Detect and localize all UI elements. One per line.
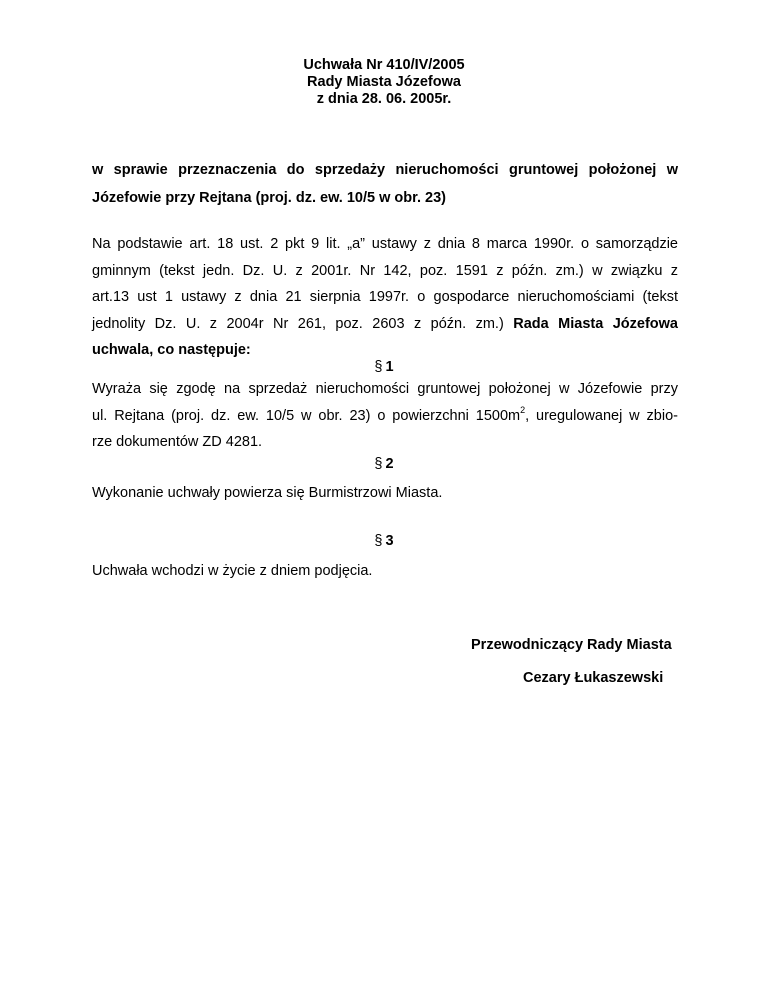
section-3-text: [92, 558, 678, 585]
basis-line-1: Na podstawie art. 18 ust. 2 pkt 9 lit. „a” ustawy z dnia 8 marca 1990r. o samorządzie: [92, 236, 678, 252]
section-number: 2: [385, 456, 394, 472]
section-symbol: §: [374, 359, 383, 375]
subject-line-1: w sprawie przeznaczenia do sprzedaży nieruchomości gruntowej położonej w: [92, 162, 678, 178]
section-number: 1: [385, 359, 394, 375]
subject-line-2: Józefowie przy Rejtana (proj. dz. ew. 10/5 w obr. 23): [92, 190, 446, 206]
resolution-subject: [92, 156, 678, 212]
section-2-line: Wykonanie uchwały powierza się Burmistrzowi Miasta.: [92, 485, 443, 501]
section-3-heading: [0, 533, 768, 549]
section-number: 3: [385, 533, 394, 549]
section-symbol: §: [374, 533, 383, 549]
section-1-line-2-post: , uregulowanej w zbio-: [525, 407, 678, 424]
chairman-title: Przewodniczący Rady Miasta: [471, 637, 672, 653]
section-1-line-2-pre: ul. Rejtana (proj. dz. ew. 10/5 w obr. 23) o powierzchni 1500m: [92, 407, 521, 424]
legal-basis: [92, 231, 678, 364]
council-name: Rady Miasta Józefowa: [307, 74, 461, 90]
resolution-number: Uchwała Nr 410/IV/2005: [303, 57, 465, 73]
area-superscript: 2: [520, 404, 526, 415]
section-1-text: [92, 376, 678, 456]
chairman-name: Cezary Łukaszewski: [523, 670, 664, 686]
section-3-line: Uchwała wchodzi w życie z dniem podjęcia.: [92, 563, 373, 579]
resolution-date: z dnia 28. 06. 2005r.: [316, 91, 452, 107]
resolution-header: [0, 57, 768, 108]
basis-line-4-text: jednolity Dz. U. z 2004r Nr 261, poz. 2603 z późn. zm.): [92, 315, 504, 332]
basis-line-2: gminnym (tekst jedn. Dz. U. z 2001r. Nr 142, poz. 1591 z późn. zm.) w związku z: [92, 262, 678, 279]
section-2-text: [92, 480, 678, 507]
section-1-line-2: [92, 403, 678, 430]
section-symbol: §: [374, 456, 383, 472]
basis-line-4: [92, 311, 678, 338]
section-2-heading: [0, 456, 768, 472]
council-bold-name: Rada Miasta Józefowa: [513, 315, 678, 332]
section-1-line-3: rze dokumentów ZD 4281.: [92, 434, 263, 450]
basis-line-5: uchwala, co następuje:: [92, 342, 251, 358]
section-1-line-1: Wyraża się zgodę na sprzedaż nieruchomości gruntowej położonej w Józefowie przy: [92, 381, 678, 397]
basis-line-3: art.13 ust 1 ustawy z dnia 21 sierpnia 1997r. o gospodarce nieruchomościami (tekst: [92, 289, 678, 305]
section-1-heading: [0, 359, 768, 375]
